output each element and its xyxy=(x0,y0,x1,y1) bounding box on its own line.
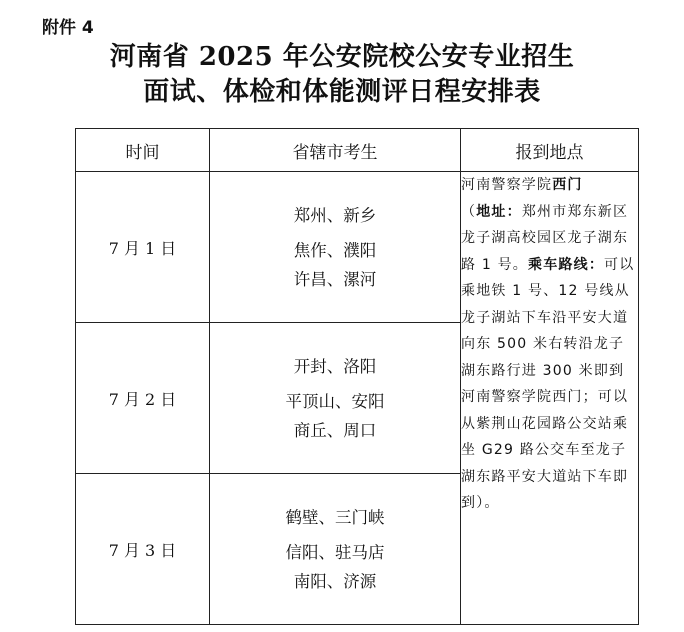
city-group: 鹤壁、三门峡 xyxy=(285,507,385,527)
city-group: 开封、洛阳 xyxy=(293,356,377,376)
city-group: 许昌、漯河 xyxy=(293,269,377,289)
row-date: 7 月 1 日 xyxy=(76,172,210,323)
schedule-table xyxy=(75,128,639,625)
city-group: 南阳、济源 xyxy=(293,571,377,591)
row-cities xyxy=(210,323,461,474)
page-title-line-2: 面试、体检和体能测评日程安排表 xyxy=(143,77,541,107)
city-group: 郑州、新乡 xyxy=(293,205,377,225)
location-gate: 西门 xyxy=(552,177,583,193)
location-open-paren: （ xyxy=(461,203,477,220)
header-time: 时间 xyxy=(76,129,210,172)
city-group: 信阳、驻马店 xyxy=(285,542,385,562)
row-cities xyxy=(210,172,461,323)
city-group: 平顶山、安阳 xyxy=(285,391,385,411)
report-location xyxy=(461,172,639,625)
address-text: 郑州市郑东新区龙子湖高校园区龙子湖东路 1 号。 xyxy=(461,203,629,273)
table-header-row xyxy=(76,129,639,172)
header-location: 报到地点 xyxy=(461,129,639,172)
row-date: 7 月 3 日 xyxy=(76,474,210,625)
location-intro: 河南警察学院 xyxy=(461,177,553,193)
page-title-line-1: 河南省 2025 年公安院校公安专业招生 xyxy=(109,42,575,72)
row-cities xyxy=(210,474,461,625)
route-text: 可以乘地铁 1 号、12 号线从龙子湖站下车沿平安大道向东 500 米右转沿龙子湖东路行进 300 米即到河南警察学院西门；可以从紫荆山花园路公交站乘坐 G29 路公交车至龙子湖东路平安大道站下车即到）。 xyxy=(461,256,635,511)
address-label: 地址： xyxy=(476,203,522,220)
city-group: 焦作、濮阳 xyxy=(293,240,377,260)
route-label: 乘车路线： xyxy=(528,256,605,273)
header-provinces: 省辖市考生 xyxy=(210,129,461,172)
row-date: 7 月 2 日 xyxy=(76,323,210,474)
city-group: 商丘、周口 xyxy=(293,420,377,440)
table-row xyxy=(76,172,639,323)
attachment-label: 附件 4 xyxy=(42,18,94,38)
